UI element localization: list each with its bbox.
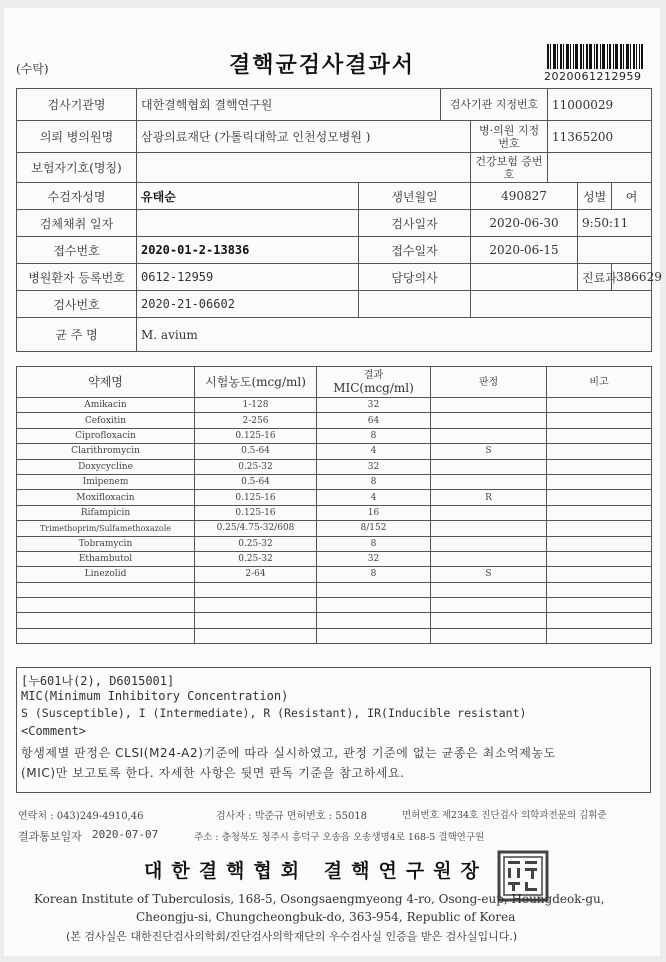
remarks [547, 444, 652, 459]
judgement [431, 536, 547, 551]
receipt-date-extra [578, 237, 652, 264]
mic-result-header [317, 367, 431, 398]
mic-value: 32 [317, 398, 431, 413]
drug-table-body [17, 398, 652, 644]
notes-code-line: [누601나(2), D6015001] [21, 674, 175, 688]
table-row [17, 521, 652, 536]
remarks [547, 598, 652, 613]
table-row [17, 567, 652, 582]
judgement [431, 413, 547, 428]
remarks [547, 521, 652, 536]
drug-table-header [17, 367, 652, 398]
judgement [431, 474, 547, 489]
contact-info: 연락처 : 043)249-4910,46 [18, 811, 144, 822]
drug-name: Tobramycin [17, 536, 195, 551]
species-value: M. avium [137, 318, 652, 352]
client-value: 삼광의료재단 (가톨릭대학교 인천성모병원 ) [137, 121, 471, 153]
table-row [17, 551, 652, 566]
test-concentration: 0.125-16 [195, 490, 317, 505]
judgement [431, 521, 547, 536]
sex-value: 여 [612, 183, 652, 210]
table-row [17, 505, 652, 520]
test-number-label: 검사번호 [17, 291, 137, 318]
test-date-value: 2020-06-30 [471, 210, 578, 237]
drug-name: Clarithromycin [17, 444, 195, 459]
remarks [547, 628, 652, 643]
test-concentration: 0.25/4.75-32/608 [195, 521, 317, 536]
judgement [431, 398, 547, 413]
test-concentration: 0.25-32 [195, 459, 317, 474]
institution-value: 대한결핵협회 결핵연구원 [137, 89, 441, 121]
judgement [431, 628, 547, 643]
test-time-value: 9:50:11 [578, 210, 652, 237]
test-concentration [195, 598, 317, 613]
drug-name: Doxycycline [17, 459, 195, 474]
insurer-label: 보험자기호(명칭) [17, 153, 137, 183]
certification-note: (본 검사실은 대한진단검사의학회/진단검사의학재단의 우수검사실 인증을 받은 검사실입니다.) [66, 930, 518, 943]
drug-name-header: 약제명 [17, 367, 195, 398]
drug-susceptibility-table [16, 366, 652, 644]
drug-name [17, 598, 195, 613]
judgement [431, 505, 547, 520]
info-row [17, 210, 652, 237]
remarks [547, 505, 652, 520]
remarks [547, 582, 652, 597]
birth-date-value: 490827 [471, 183, 578, 210]
document-title: 결핵균검사결과서 [229, 52, 416, 78]
info-row [17, 291, 652, 318]
test-concentration: 0.125-16 [195, 505, 317, 520]
info-row [17, 153, 652, 183]
test-concentration [195, 582, 317, 597]
table-row [17, 398, 652, 413]
mic-value: 8 [317, 474, 431, 489]
test-concentration: 0.25-32 [195, 536, 317, 551]
table-row [17, 598, 652, 613]
drug-name: Moxifloxacin [17, 490, 195, 505]
test-concentration: 0.25-32 [195, 551, 317, 566]
drug-name [17, 582, 195, 597]
judgement [431, 551, 547, 566]
remarks [547, 490, 652, 505]
department-value: 386629 [612, 264, 652, 291]
address-line: 주소 : 충청북도 청주시 흥덕구 오송읍 오송생명4로 168-5 결핵연구원 [194, 832, 485, 843]
table-row [17, 582, 652, 597]
drug-name [17, 628, 195, 643]
physician-license: 면허번호 제234호 진단검사 의학과전문의 김휘준 [402, 810, 607, 821]
institution-label: 검사기관명 [17, 89, 137, 121]
notes-legend: S (Susceptible), I (Intermediate), R (Resistant), IR(Inducible resistant) [21, 706, 527, 720]
mic-value: 4 [317, 444, 431, 459]
examiner-info: 검사자 : 박준규 면허번호 : 55018 [216, 811, 368, 822]
report-date-label: 결과통보일자 [18, 830, 82, 843]
receipt-number-value: 2020-01-2-13836 [137, 237, 359, 264]
notes-comment-line1: 항생제별 판정은 CLSI(M24-A2)기준에 따라 실시하였고, 관정 기준에 없는 균종은 최소억제농도 [21, 746, 556, 760]
mic-value: 8 [317, 536, 431, 551]
drug-name: Trimethoprim/Sulfamethoxazole [17, 521, 195, 536]
institution-code-label: 검사기관 지정번호 [441, 89, 548, 121]
test-date-label: 검사일자 [359, 210, 471, 237]
test-concentration: 0.5-64 [195, 444, 317, 459]
organization-name-korean: 대한결핵협회 결핵연구원장 [144, 860, 488, 882]
mic-value: 8 [317, 428, 431, 443]
mic-header-line2: MIC(mcg/ml) [333, 381, 414, 395]
test-concentration: 0.125-16 [195, 428, 317, 443]
remarks [547, 536, 652, 551]
table-row [17, 613, 652, 628]
patient-name-value: 유태순 [137, 183, 359, 210]
judgement [431, 428, 547, 443]
client-code-value: 11365200 [548, 121, 652, 153]
mic-value: 8/152 [317, 521, 431, 536]
species-label: 균 주 명 [17, 318, 137, 352]
judgement: S [431, 567, 547, 582]
test-concentration: 2-64 [195, 567, 317, 582]
organization-address-english-2: Cheongju-si, Chungcheongbuk-do, 363-954, Republic of Korea [136, 910, 516, 924]
judgement-header: 판정 [431, 367, 547, 398]
judgement: S [431, 444, 547, 459]
mic-value: 64 [317, 413, 431, 428]
notes-mic-definition: MIC(Minimum Inhibitory Concentration) [21, 689, 289, 703]
judgement [431, 598, 547, 613]
drug-name: Linezolid [17, 567, 195, 582]
table-row [17, 628, 652, 643]
mic-value: 4 [317, 490, 431, 505]
test-concentration: 2-256 [195, 413, 317, 428]
remarks [547, 428, 652, 443]
mic-value [317, 628, 431, 643]
judgement [431, 459, 547, 474]
mic-value [317, 598, 431, 613]
remarks [547, 398, 652, 413]
remarks [547, 567, 652, 582]
info-row [17, 318, 652, 352]
judgement [431, 613, 547, 628]
doctor-value [471, 264, 578, 291]
hospital-id-value: 0612-12959 [137, 264, 359, 291]
remarks [547, 474, 652, 489]
sex-label: 성별 [578, 183, 612, 210]
insurer-value [137, 153, 471, 183]
health-insurance-value [548, 153, 652, 183]
receipt-date-value: 2020-06-15 [471, 237, 578, 264]
institution-code-value: 11000029 [548, 89, 652, 121]
notes-comment-line2: (MIC)만 보고토록 한다. 자세한 사항은 뒷면 판독 기준을 참고하세요. [21, 766, 405, 780]
mic-value: 32 [317, 551, 431, 566]
collection-date-label: 검체채취 일자 [17, 210, 137, 237]
organization-address-english-1: Korean Institute of Tuberculosis, 168-5, Osongsaengmyeong 4-ro, Osong-eup, Heungdeok-gu, [34, 892, 605, 906]
client-code-label: 병·의원 지정번호 [471, 121, 548, 153]
mic-value [317, 613, 431, 628]
remarks [547, 459, 652, 474]
test-concentration [195, 628, 317, 643]
patient-name-label: 수검자성명 [17, 183, 137, 210]
mic-value: 16 [317, 505, 431, 520]
table-row [17, 490, 652, 505]
table-row [17, 428, 652, 443]
test-number-blank-right [471, 291, 652, 318]
form-type-label: (수탁) [16, 62, 49, 76]
test-concentration-header: 시험농도(mcg/ml) [195, 367, 317, 398]
birth-date-label: 생년월일 [359, 183, 471, 210]
drug-name: Ethambutol [17, 551, 195, 566]
test-concentration [195, 613, 317, 628]
notes-box [16, 667, 651, 793]
test-concentration: 1-128 [195, 398, 317, 413]
judgement: R [431, 490, 547, 505]
info-row [17, 121, 652, 153]
barcode-icon [547, 44, 643, 69]
mic-value [317, 582, 431, 597]
hospital-id-label: 병원환자 등록번호 [17, 264, 137, 291]
remarks [547, 551, 652, 566]
table-row [17, 444, 652, 459]
remarks [547, 413, 652, 428]
receipt-number-label: 접수번호 [17, 237, 137, 264]
notes-comment-heading: <Comment> [21, 724, 87, 738]
drug-name: Imipenem [17, 474, 195, 489]
table-row [17, 474, 652, 489]
test-concentration: 0.5-64 [195, 474, 317, 489]
info-row [17, 264, 652, 291]
department-label: 진료과 [578, 264, 612, 291]
patient-info-table [16, 88, 662, 352]
info-row [17, 183, 652, 210]
doctor-label: 담당의사 [359, 264, 471, 291]
info-row [17, 89, 652, 121]
client-label: 의뢰 병의원명 [17, 121, 137, 153]
barcode-number: 2020061212959 [544, 70, 642, 83]
table-row [17, 459, 652, 474]
info-row [17, 237, 652, 264]
remarks-header: 비고 [547, 367, 652, 398]
drug-name: Rifampicin [17, 505, 195, 520]
receipt-date-label: 접수일자 [359, 237, 471, 264]
report-date-value: 2020-07-07 [92, 828, 159, 841]
table-row [17, 536, 652, 551]
mic-value: 8 [317, 567, 431, 582]
drug-name: Amikacin [17, 398, 195, 413]
test-number-value: 2020-21-06602 [137, 291, 359, 318]
table-row [17, 413, 652, 428]
health-insurance-label: 건강보험 증번호 [471, 153, 548, 183]
remarks [547, 613, 652, 628]
judgement [431, 582, 547, 597]
mic-header-line1: 결과 [363, 370, 384, 381]
collection-date-value [137, 210, 359, 237]
report-page [4, 8, 660, 956]
drug-name [17, 613, 195, 628]
test-number-blank [359, 291, 471, 318]
mic-value: 32 [317, 459, 431, 474]
drug-name: Cefoxitin [17, 413, 195, 428]
drug-name: Ciprofloxacin [17, 428, 195, 443]
